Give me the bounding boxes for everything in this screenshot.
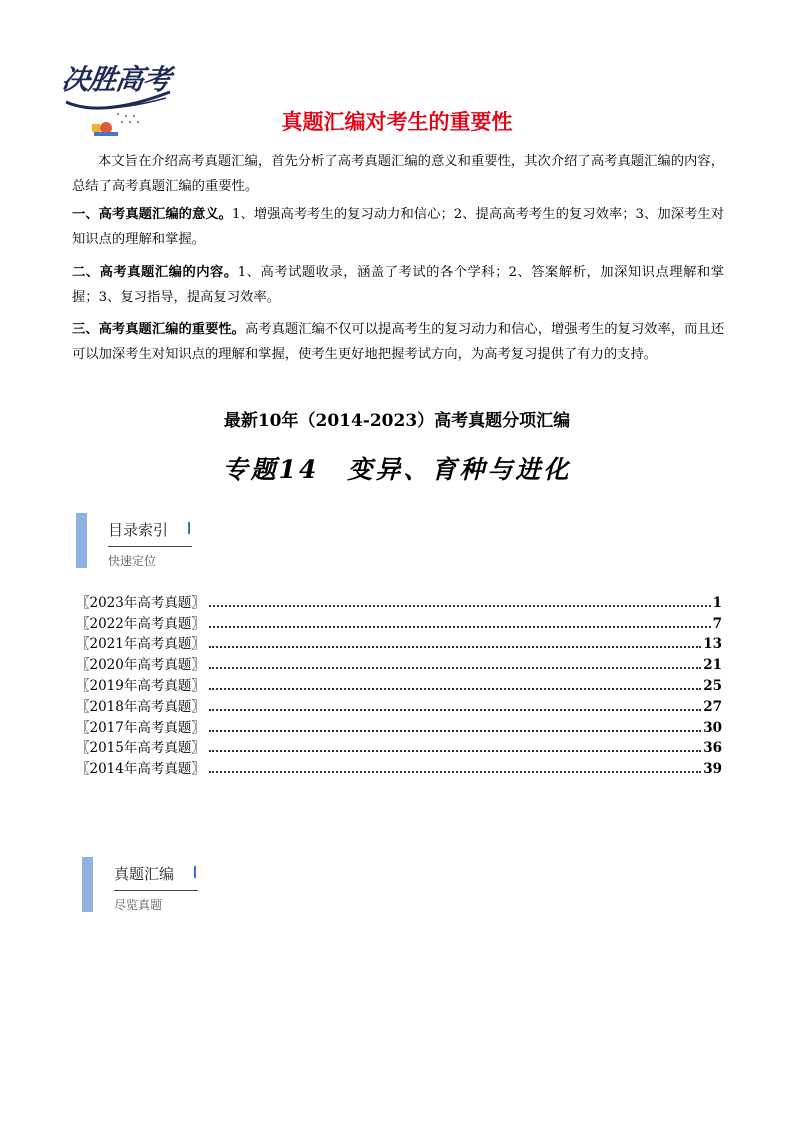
- toc-entry-label: 〖2023年高考真题〗: [76, 594, 205, 611]
- toc-leader-dots: [209, 770, 701, 773]
- title-tick-icon: [188, 522, 190, 534]
- toc-subtitle: 快速定位: [108, 554, 157, 568]
- header-divider: [114, 890, 198, 891]
- toc-entry-label: 〖2021年高考真题〗: [76, 636, 205, 653]
- toc-entry[interactable]: [76, 736, 722, 757]
- toc-title: 目录索引: [108, 521, 169, 539]
- toc-entry[interactable]: [76, 652, 722, 673]
- toc-entry-label: 〖2014年高考真题〗: [76, 761, 205, 778]
- toc-entry-page: 21: [703, 657, 722, 674]
- section-paragraph-1: [72, 202, 724, 252]
- toc-leader-dots: [209, 749, 701, 752]
- toc-leader-dots: [209, 666, 701, 669]
- toc-entry[interactable]: [76, 611, 722, 632]
- section-paragraph-2: [72, 260, 724, 310]
- toc-entry-label: 〖2020年高考真题〗: [76, 657, 205, 674]
- intro-paragraph: 本文旨在介绍高考真题汇编，首先分析了高考真题汇编的意义和重要性，其次介绍了高考真题汇编的内容，总结了高考真题汇编的重要性。: [72, 154, 724, 194]
- toc-leader-dots: [209, 708, 701, 711]
- page-title: 真题汇编对考生的重要性: [281, 110, 513, 134]
- section-body-2: 1、高考试题收录，涵盖了考试的各个学科；2、答案解析，加深知识点理解和掌握；3、复习指导，提高复习效率。: [72, 265, 725, 305]
- toc-entry[interactable]: [76, 694, 722, 715]
- topic-title: 专题14 变异、育种与进化: [222, 455, 572, 484]
- toc-leader-dots: [209, 729, 701, 732]
- toc-entry-label: 〖2022年高考真题〗: [76, 615, 205, 632]
- toc-entry[interactable]: [76, 590, 722, 611]
- toc-entry-page: 30: [703, 719, 722, 736]
- toc-leader-dots: [209, 625, 711, 628]
- logo-text: 决胜高考: [59, 63, 173, 96]
- toc-entry-label: 〖2019年高考真题〗: [76, 677, 205, 694]
- section-body-3: 高考真题汇编不仅可以提高考生的复习动力和信心，增强考生的复习效率，而且还可以加深考生对知识点的理解和掌握，使考生更好地把握考试方向，为高考复习提供了有力的支持。: [72, 322, 725, 362]
- toc-leader-dots: [209, 687, 701, 690]
- header-divider: [108, 546, 192, 547]
- section-heading-1: 一、高考真题汇编的意义。: [72, 207, 232, 222]
- section-paragraph-3: [72, 317, 724, 367]
- exam-section-subtitle: 尽览真题: [114, 898, 163, 912]
- toc-entry[interactable]: [76, 673, 722, 694]
- toc-entry-page: 39: [703, 761, 722, 778]
- section-heading-3: 三、高考真题汇编的重要性。: [72, 322, 245, 337]
- exam-section-header: [82, 857, 222, 912]
- section-accent-bar: [76, 513, 87, 568]
- toc-entry-label: 〖2015年高考真题〗: [76, 740, 205, 757]
- section-accent-bar: [82, 857, 93, 912]
- toc-entry-page: 25: [703, 677, 722, 694]
- title-tick-icon: [194, 866, 196, 878]
- toc-entry-page: 7: [712, 615, 722, 632]
- exam-section-title: 真题汇编: [114, 865, 175, 883]
- toc-leader-dots: [209, 645, 701, 648]
- toc-section-header: [76, 513, 216, 568]
- toc-entry-page: 36: [703, 740, 722, 757]
- table-of-contents: [76, 590, 722, 777]
- toc-entry[interactable]: [76, 756, 722, 777]
- toc-leader-dots: [209, 604, 711, 607]
- section-heading-2: 二、高考真题汇编的内容。: [72, 265, 238, 280]
- toc-entry-page: 1: [712, 594, 722, 611]
- toc-entry-label: 〖2017年高考真题〗: [76, 719, 205, 736]
- toc-entry-label: 〖2018年高考真题〗: [76, 698, 205, 715]
- toc-entry-page: 27: [703, 698, 722, 715]
- toc-entry-page: 13: [703, 636, 722, 653]
- section-body-1: 1、增强高考考生的复习动力和信心；2、提高高考考生的复习效率；3、加深考生对知识点的理解和掌握。: [72, 207, 725, 247]
- toc-entry[interactable]: [76, 715, 722, 736]
- toc-entry[interactable]: [76, 632, 722, 653]
- subtitle: 最新10年（2014-2023）高考真题分项汇编: [223, 411, 571, 431]
